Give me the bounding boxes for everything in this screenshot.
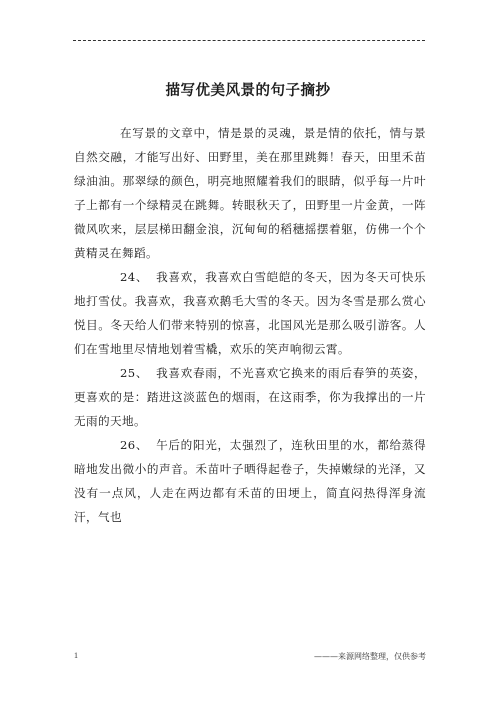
- paragraph-text: 在写景的文章中，情是景的灵魂，景是情的依托，情与景自然交融，才能写出好、田野里，美在那里跳舞！春天，田里禾苗绿油油。那翠绿的颜色，明亮地照耀着我们的眼睛，似乎每一片叶子上都有一个绿精灵在跳舞。转眼秋天了，田野里一片金黄，一阵微风吹来，层层梯田翻金浪，沉甸甸的稻穗摇摆着躯，仿佛一个个黄精灵在舞蹈。: [74, 126, 426, 260]
- paragraph-text: 午后的阳光，太强烈了，连秋田里的水，都给蒸得暗地发出微小的声音。禾苗叶子晒得起卷子，失掉嫩绿的光泽，又没有一点风，人走在两边都有禾苗的田埂上，简直闷热得浑身流汗，气也: [74, 438, 426, 524]
- paragraph-25: [74, 361, 426, 433]
- paragraph-24: [74, 265, 426, 361]
- document-title: 描写优美风景的句子摘抄: [165, 83, 331, 99]
- paragraph-number: 26、: [120, 438, 149, 452]
- paragraph-26: [74, 433, 426, 529]
- page-number: 1: [74, 651, 78, 660]
- paragraph-intro: [74, 121, 426, 265]
- paragraph-text: 我喜欢，我喜欢白雪皑皑的冬天，因为冬天可快乐地打雪仗。我喜欢，我喜欢鹅毛大雪的冬天。因为冬雪是那么赏心悦目。冬天给人们带来特别的惊喜，北国风光是那么吸引游客。人们在雪地里尽情地划着雪橇，欢乐的笑声响彻云霄。: [74, 270, 426, 356]
- page-footer: [74, 651, 426, 665]
- source-note: ———来源网络整理，仅供参考: [314, 652, 426, 661]
- document-body: [74, 121, 426, 529]
- header-dashed-rule: [73, 40, 425, 41]
- paragraph-number: 25、: [120, 366, 149, 380]
- paragraph-text: 我喜欢春雨，不光喜欢它换来的雨后春笋的英姿，更喜欢的是：踏进这淡蓝色的烟雨，在这雨季，你为我撑出的一片无雨的天地。: [74, 366, 426, 428]
- paragraph-number: 24、: [120, 270, 149, 284]
